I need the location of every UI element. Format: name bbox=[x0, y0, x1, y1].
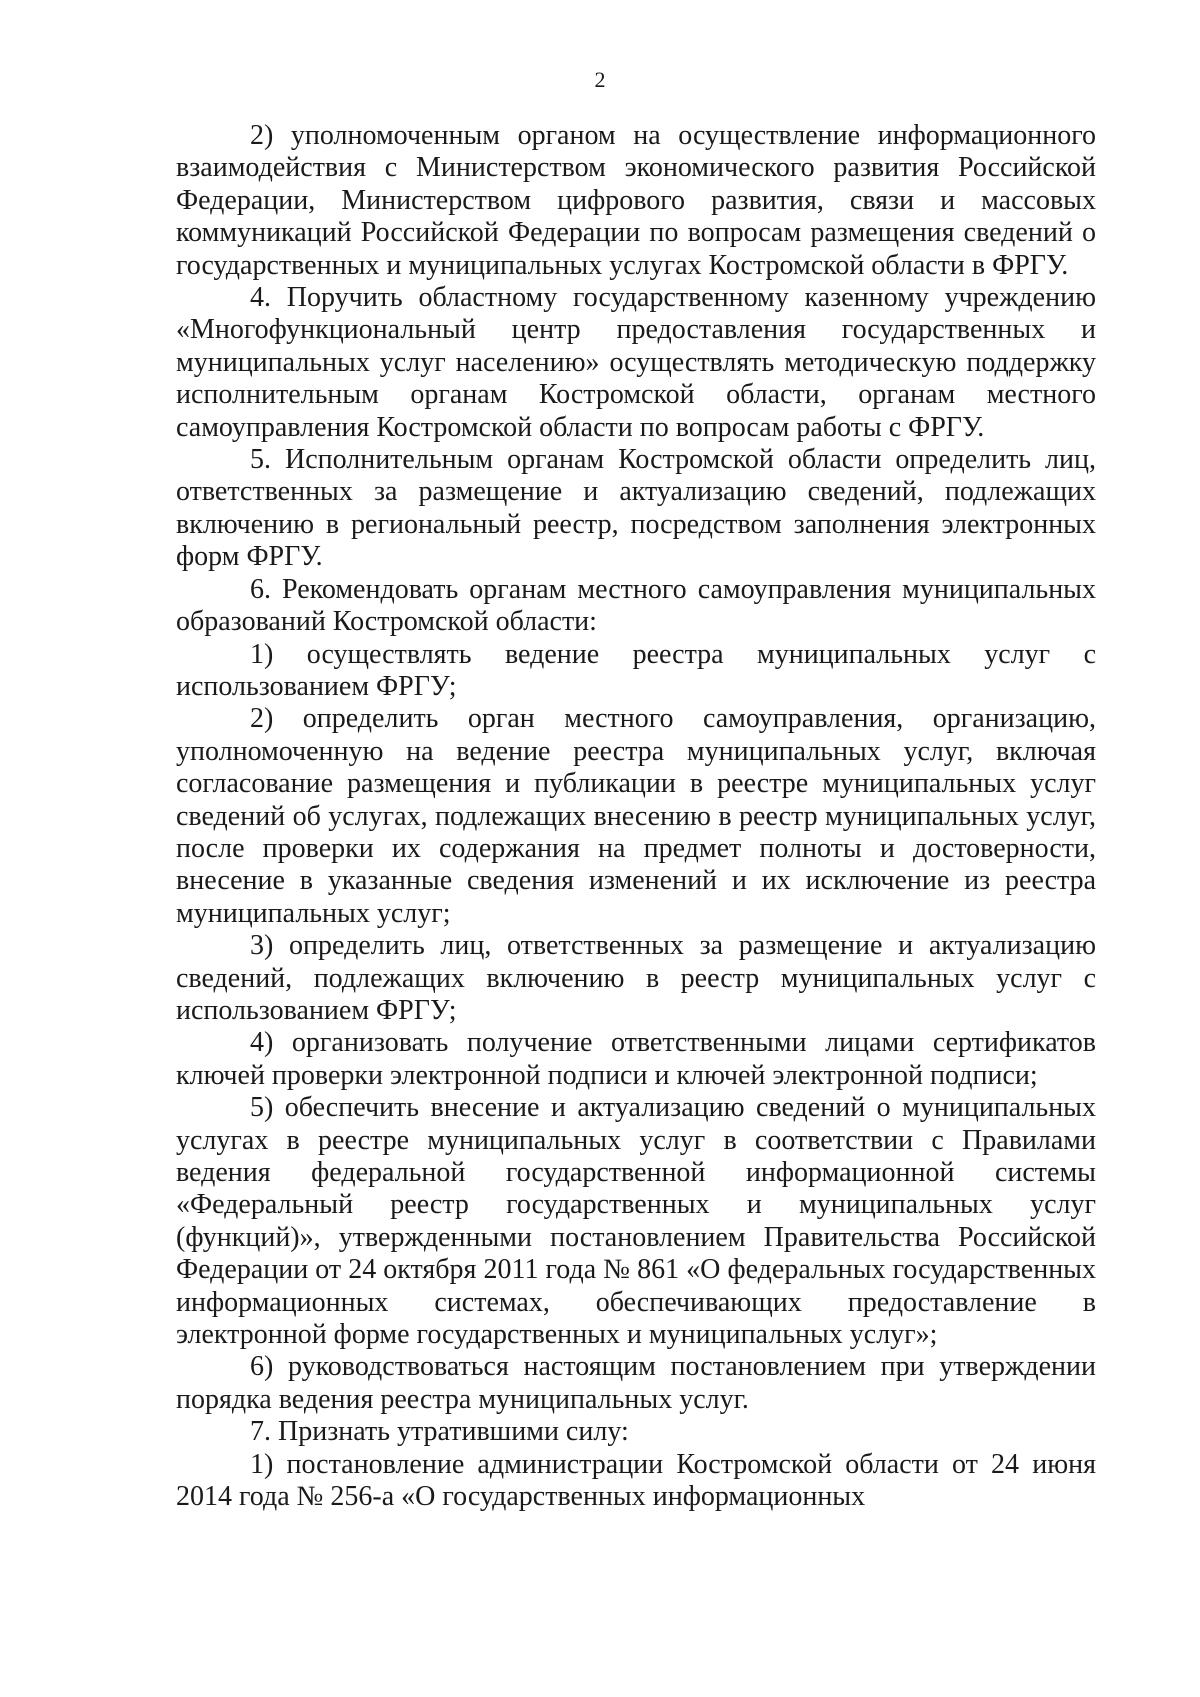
document-body bbox=[176, 120, 1096, 1513]
paragraph-6-item-1: 1) осуществлять ведение реестра муниципальных услуг с использованием ФРГУ; bbox=[176, 638, 1096, 702]
paragraph-7-item-1: 1) постановление администрации Костромской области от 24 июня 2014 года № 256-а «О государственных информационных bbox=[176, 1448, 1096, 1513]
paragraph-6-item-4: 4) организовать получение ответственными лицами сертификатов ключей проверки электронной подписи и ключей электронной подписи; bbox=[176, 1027, 1096, 1091]
page-number: 2 bbox=[594, 67, 606, 92]
paragraph-6-item-6: 6) руководствоваться настоящим постановлением при утверждении порядка ведения реестра муниципальных услуг. bbox=[176, 1351, 1096, 1415]
paragraph-6-item-2: 2) определить орган местного самоуправления, организацию, уполномоченную на ведение реестра муниципальных услуг, включая согласование размещения и публикации в реестре муниципальных услуг сведений об услугах, подлежащих внесению в реестр муниципальных услуг, после проверки их содержания на предмет полноты и достоверности, внесение в указанные сведения изменений и их исключение из реестра муниципальных услуг; bbox=[176, 703, 1096, 929]
paragraph-6-recommendations: 6. Рекомендовать органам местного самоуправления муниципальных образований Костромской области: bbox=[176, 573, 1096, 638]
paragraph-6-item-3: 3) определить лиц, ответственных за размещение и актуализацию сведений, подлежащих включению в реестр муниципальных услуг с использованием ФРГУ; bbox=[176, 930, 1096, 1026]
paragraph-2-authorized-body: 2) уполномоченным органом на осуществление информационного взаимодействия с Министерством экономического развития Российской Федерации, Министерством цифрового развития, связи и массовых коммуникаций Российской Федерации по вопросам размещения сведений о государственных и муниципальных услугах Костромской области в ФРГУ. bbox=[176, 120, 1096, 281]
paragraph-6-item-5: 5) обеспечить внесение и актуализацию сведений о муниципальных услугах в реестре муниципальных услуг в соответствии с Правилами ведения федеральной государственной информационной системы «Федеральный реестр государственных и муниципальных услуг (функций)», утвержденными постановлением Правительства Российской Федерации от 24 октября 2011 года № 861 «О федеральных государственных информационных системах, обеспечивающих предоставление в электронной форме государственных и муниципальных услуг»; bbox=[176, 1092, 1096, 1351]
paragraph-7-repeal: 7. Признать утратившими силу: bbox=[250, 1416, 629, 1448]
paragraph-4-mfc-support: 4. Поручить областному государственному казенному учреждению «Многофункциональный центр предоставления государственных и муниципальных услуг населению» осуществлять методическую поддержку исполнительным органам Костромской области, органам местного самоуправления Костромской области по вопросам работы с ФРГУ. bbox=[176, 282, 1096, 443]
paragraph-5-responsible-persons: 5. Исполнительным органам Костромской области определить лиц, ответственных за размещение и актуализацию сведений, подлежащих включению в региональный реестр, посредством заполнения электронных форм ФРГУ. bbox=[176, 444, 1096, 573]
